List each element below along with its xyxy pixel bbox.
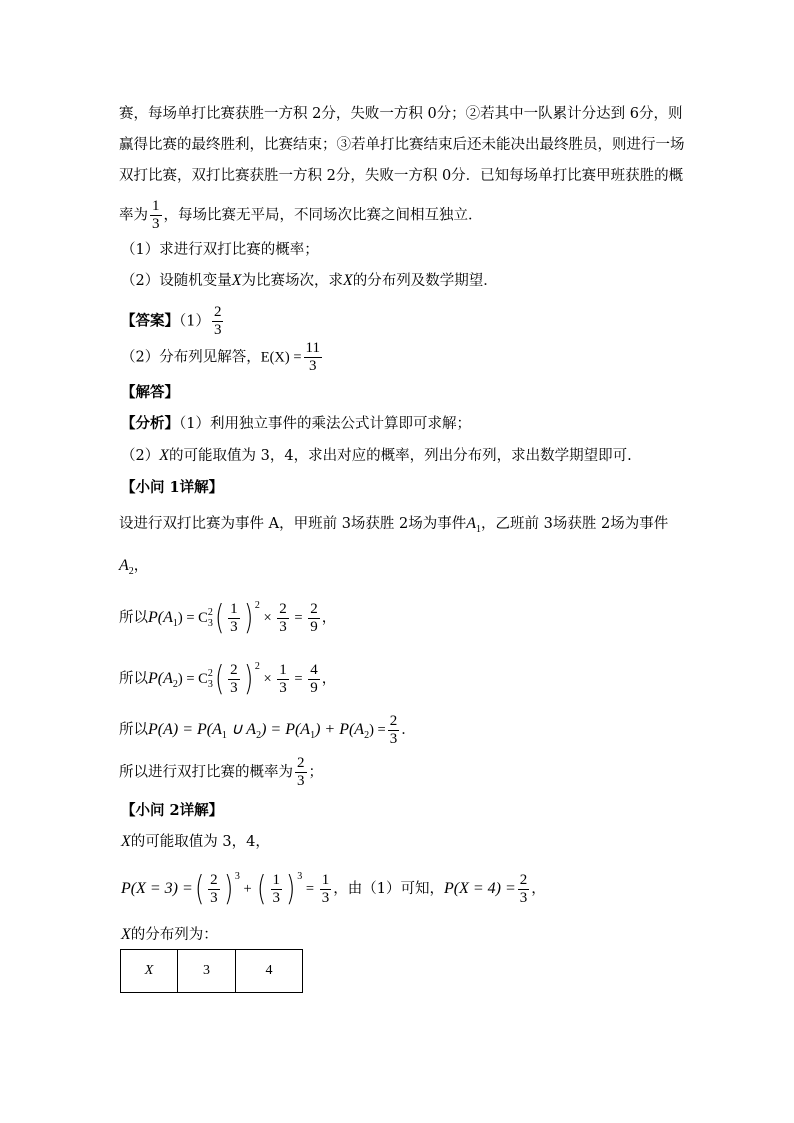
part1-setup-cont: $A_2$， — [119, 557, 149, 577]
problem-line-2: 赢得比赛的最终胜利，比赛结束；③若单打比赛结束后还未能决出最终胜员，则进行一场 — [119, 137, 685, 153]
question-1: （1）求进行双打比赛的概率； — [121, 242, 319, 258]
question-2: （2）设随机变量X为比赛场次，求X的分布列及数学期望． — [121, 272, 498, 289]
analysis-line-1: 【分析】（1）利用独立事件的乘法公式计算即可求解； — [121, 415, 471, 432]
part2-heading: 【小问 2详解】 — [121, 802, 224, 819]
equation-p-x: P(X = 3) = ( $\frac{2}{3}$ ) $^3$ + ( $\frac{1}{3}$ ) $^3$ = $\frac{1}{3}$ ，由（1）可知，P(X = 4) = $\frac{2}{3}$ ， — [121, 869, 546, 909]
part1-setup: 设进行双打比赛为事件 A，甲班前 3场获胜 2场为事件$A_1$，乙班前 3场获胜 2场为事件 — [119, 515, 669, 535]
problem-line-4: 率为 $\frac{1}{3}$ ，每场比赛无平局，不同场次比赛之间相互独立． — [119, 198, 483, 232]
distribution-label: X的分布列为： — [121, 926, 218, 943]
part2-values: X的可能取值为 3，4， — [121, 833, 270, 850]
table-cell: 3 — [178, 950, 236, 993]
problem-line-3: 双打比赛，双打比赛获胜一方积 2分，失败一方积 0分．已知每场单打比赛甲班获胜的概 — [119, 168, 684, 184]
equation-p-a: 所以$P(A) = P(A_1$ ∪ $A_2) = P(A_1) + P(A_2)$ = $\frac{2}{3}$ ． — [119, 712, 416, 747]
solution-heading: 【解答】 — [121, 384, 179, 401]
fraction-one-third: $\frac{1}{3}$ — [152, 198, 160, 232]
equation-p-a1: 所以$P(A_1) = C$ 2 3 ( $\frac{1}{3}$ ) $^2$ × $\frac{2}{3}$ = $\frac{2}{9}$ ， — [119, 598, 337, 638]
table-header-cell: X — [121, 950, 178, 993]
answer-fraction-2: $\frac{11}{3}$ — [305, 340, 320, 374]
table-cell: 4 — [236, 950, 303, 993]
analysis-line-2: （2）X的可能取值为 3，4，求出对应的概率，列出分布列，求出数学期望即可. — [121, 447, 632, 464]
answer-part-2: （2）分布列见解答，E(X) = $\frac{11}{3}$ — [121, 340, 320, 374]
distribution-table — [120, 949, 303, 993]
part1-heading: 【小问 1详解】 — [121, 479, 224, 496]
answer-fraction-1: $\frac{2}{3}$ — [213, 304, 222, 338]
problem-line-1: 赛，每场单打比赛获胜一方积 2分，失败一方积 0分；②若其中一队累计分达到 6分，则 — [119, 106, 683, 122]
equation-p-a2: 所以$P(A_2) = C$ 2 3 ( $\frac{2}{3}$ ) $^2$ × $\frac{1}{3}$ = $\frac{4}{9}$ ， — [119, 659, 337, 699]
part1-conclusion: 所以进行双打比赛的概率为 $\frac{2}{3}$ ； — [119, 755, 323, 789]
answer-part-1: 【答案】（1） $\frac{2}{3}$ — [121, 304, 222, 338]
table-row — [121, 950, 303, 993]
